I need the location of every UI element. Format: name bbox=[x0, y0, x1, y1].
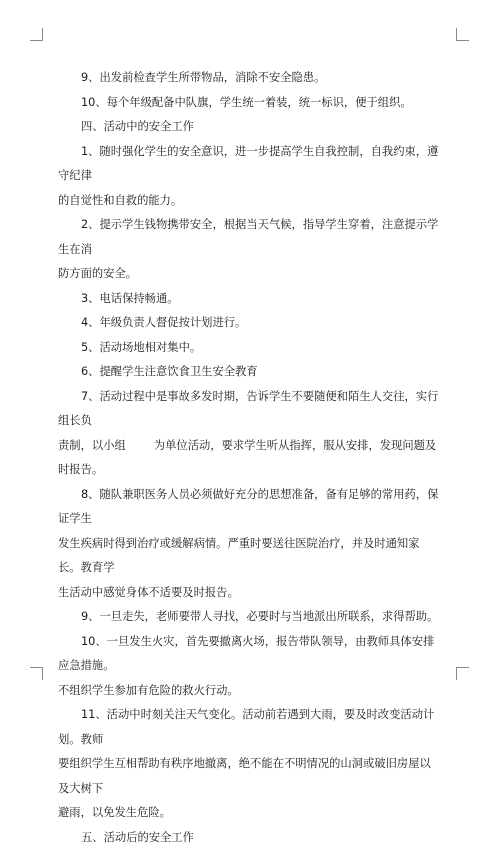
corner-mark-bottom-left bbox=[30, 667, 43, 680]
paragraph-continuation bbox=[58, 434, 440, 483]
paragraph: 11、活动中时刻关注天气变化。活动前若遇到大雨，要及时改变活动计划。教师 bbox=[58, 703, 440, 752]
paragraph-continuation: 防方面的安全。 bbox=[58, 262, 440, 287]
paragraph-continuation: 的自觉性和自救的能力。 bbox=[58, 189, 440, 214]
paragraph: 5、活动场地相对集中。 bbox=[58, 336, 440, 361]
paragraph-continuation: 避雨，以免发生危险。 bbox=[58, 801, 440, 826]
paragraph-continuation: 发生疾病时得到治疗或缓解病情。严重时要送往医院治疗，并及时通知家长。教育学 bbox=[58, 532, 440, 581]
paragraph-continuation: 不组织学生参加有危险的救火行动。 bbox=[58, 679, 440, 704]
paragraph: 8、随队兼职医务人员必须做好充分的思想准备，备有足够的常用药，保证学生 bbox=[58, 483, 440, 532]
paragraph: 10、每个年级配备中队旗，学生统一着装，统一标识，便于组织。 bbox=[58, 91, 440, 116]
paragraph: 9、出发前检查学生所带物品，消除不安全隐患。 bbox=[58, 66, 440, 91]
text-segment: 责制，以小组 bbox=[58, 439, 126, 452]
paragraph: 6、提醒学生注意饮食卫生安全教育 bbox=[58, 360, 440, 385]
paragraph: 4、年级负责人督促按计划进行。 bbox=[58, 311, 440, 336]
section-heading: 四、活动中的安全工作 bbox=[58, 115, 440, 140]
corner-mark-top-right bbox=[456, 28, 469, 41]
paragraph: 10、一旦发生火灾，首先要撤离火场，报告带队领导，由教师具体安排应急措施。 bbox=[58, 630, 440, 679]
document-body bbox=[58, 66, 440, 850]
text-segment: 为单位活动，要求学生听从指挥，服从安排，发现问题及时报告。 bbox=[58, 439, 436, 477]
paragraph-continuation: 生活动中感觉身体不适要及时报告。 bbox=[58, 581, 440, 606]
corner-mark-bottom-right bbox=[456, 667, 469, 680]
paragraph: 3、电话保持畅通。 bbox=[58, 287, 440, 312]
paragraph: 9、一旦走失，老师要带人寻找，必要时与当地派出所联系，求得帮助。 bbox=[58, 605, 440, 630]
paragraph: 2、提示学生钱物携带安全，根据当天气候，指导学生穿着，注意提示学生在消 bbox=[58, 213, 440, 262]
paragraph: 7、活动过程中是事故多发时期，告诉学生不要随便和陌生人交往，实行组长负 bbox=[58, 385, 440, 434]
paragraph-continuation: 要组织学生互相帮助有秩序地撤离，绝不能在不明情况的山洞或破旧房屋以及大树下 bbox=[58, 752, 440, 801]
paragraph: 1、随时强化学生的安全意识，进一步提高学生自我控制，自我约束，遵守纪律 bbox=[58, 140, 440, 189]
corner-mark-top-left bbox=[30, 28, 43, 41]
section-heading: 五、活动后的安全工作 bbox=[58, 826, 440, 850]
